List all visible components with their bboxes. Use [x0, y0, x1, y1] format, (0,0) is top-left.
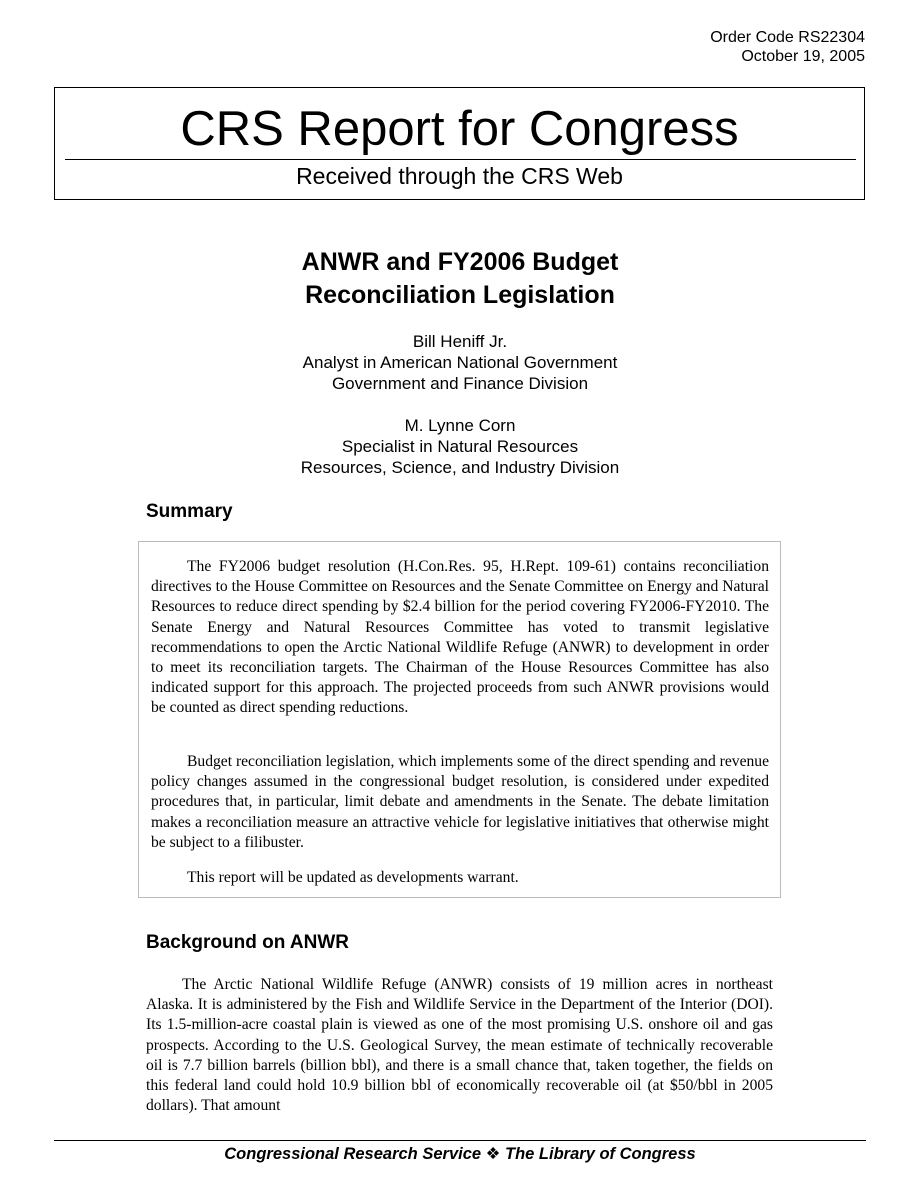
author-title: Analyst in American National Government — [302, 353, 618, 372]
author-name: M. Lynne Corn — [404, 416, 516, 435]
order-code: Order Code RS22304 — [710, 29, 865, 46]
background-heading: Background on ANWR — [146, 932, 350, 953]
title-line-2: Reconciliation Legislation — [305, 281, 615, 309]
footer-divider — [54, 1140, 866, 1141]
author-title: Specialist in Natural Resources — [341, 437, 579, 456]
title-line-1: ANWR and FY2006 Budget — [301, 248, 619, 276]
background-paragraph: The Arctic National Wildlife Refuge (ANWR) consists of 19 million acres in northeast Alaska. It is administered by the Fish and Wildlife Service in the Department of the Interior (DOI). Its 1.5-million-acre coastal plain is viewed as one of the most promising U.S. onshore oil and gas prospects. According to the U.S. Geological Survey, the mean estimate of technically recoverable oil is 7.7 billion barrels (billion bbl), and there is a small chance that, taken together, the fields on this federal land could hold 10.9 billion bbl of economically recoverable oil (at $50/bbl in 2005 dollars). That amount — [146, 976, 773, 1115]
author-name: Bill Heniff Jr. — [412, 332, 508, 351]
document-title — [240, 246, 680, 312]
summary-paragraph-3: This report will be updated as developments warrant. — [187, 869, 519, 886]
author-block-1 — [240, 331, 680, 394]
summary-paragraph-2: Budget reconciliation legislation, which implements some of the direct spending and revenue policy changes assumed in the congressional budget resolution, is considered under expedited procedures that, in particular, limit debate and amendments in the Senate. The debate limitation makes a reconciliation measure an attractive vehicle for legislative initiatives that otherwise might be subject to a filibuster. — [151, 753, 770, 851]
banner-subtitle: Received through the CRS Web — [296, 163, 623, 189]
author-block-2 — [240, 415, 680, 478]
order-info — [710, 28, 865, 66]
banner-divider — [65, 159, 856, 160]
author-division: Government and Finance Division — [331, 374, 589, 393]
report-date: October 19, 2005 — [741, 48, 865, 65]
footer-credit: Congressional Research Service ❖ The Library of Congress — [224, 1145, 696, 1163]
summary-heading: Summary — [146, 501, 233, 522]
author-division: Resources, Science, and Industry Division — [300, 458, 620, 477]
summary-paragraph-1: The FY2006 budget resolution (H.Con.Res. 95, H.Rept. 109-61) contains reconciliation directives to the House Committee on Resources and the Senate Committee on Energy and Natural Resources to reduce direct spending by $2.4 billion for the period covering FY2006-FY2010. The Senate Energy and Natural Resources Committee has voted to transmit legislative recommendations to open the Arctic National Wildlife Refuge (ANWR) to development in order to meet its reconciliation targets. The Chairman of the House Resources Committee has also indicated support for this approach. The projected proceeds from such ANWR provisions would be counted as direct spending reductions. — [151, 558, 769, 717]
banner-title: CRS Report for Congress — [180, 102, 739, 156]
report-banner — [54, 87, 865, 200]
